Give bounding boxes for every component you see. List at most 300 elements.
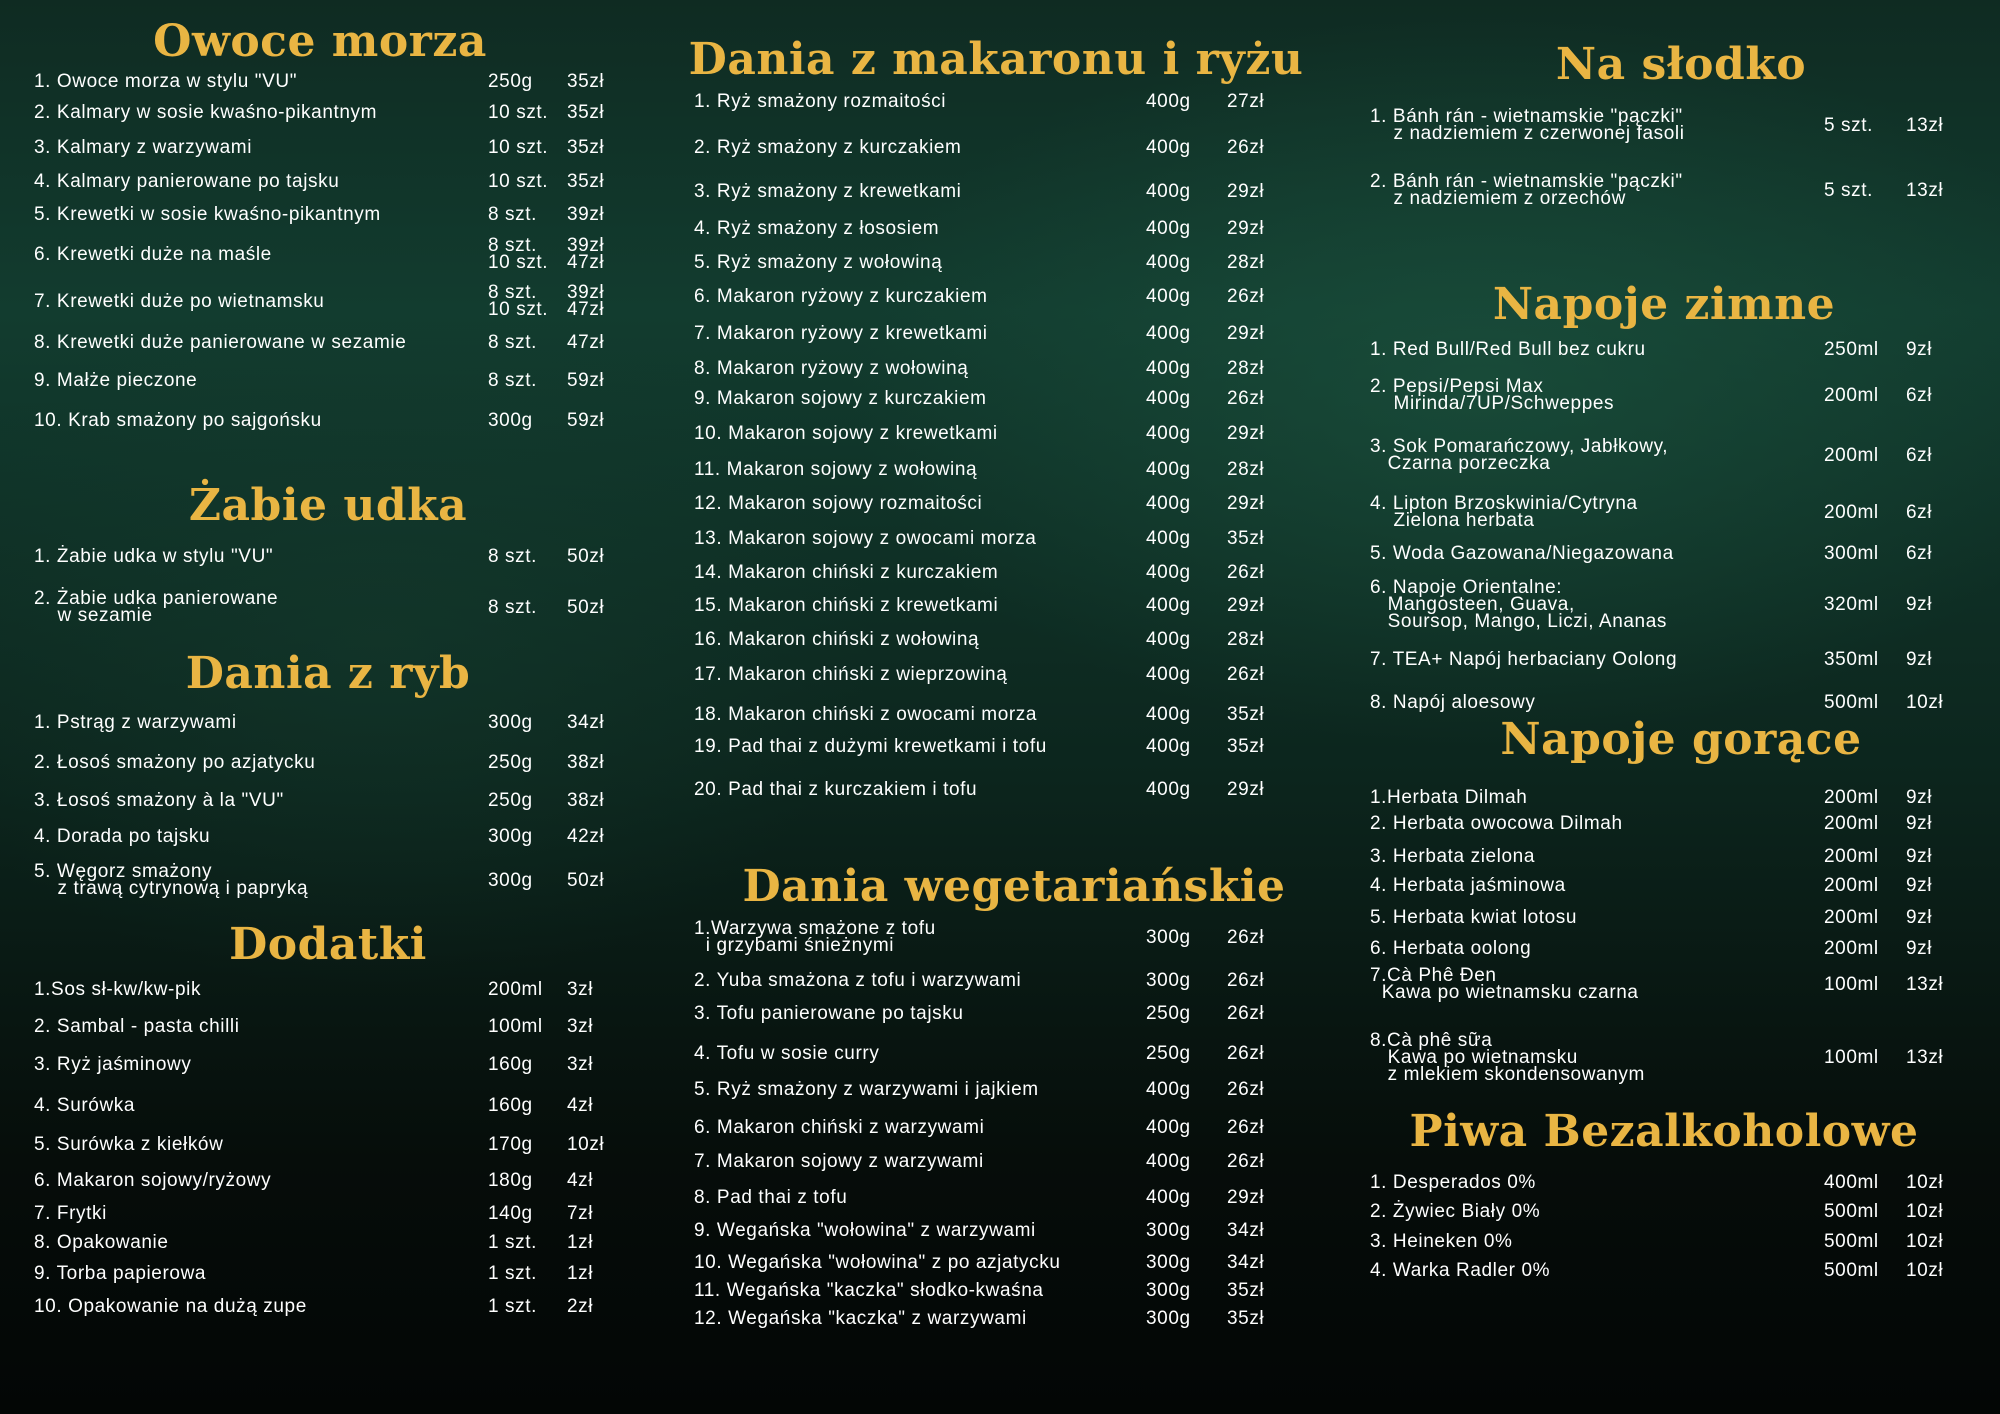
item-amount: 400g	[1146, 387, 1191, 409]
item-name: 5. Ryż smażony z wołowiną	[694, 251, 943, 273]
item-amount: 140g	[488, 1202, 533, 1224]
item-price: 35zł	[1227, 735, 1265, 757]
menu-item	[694, 628, 1297, 650]
menu-item	[694, 1042, 1297, 1064]
menu-item	[34, 203, 637, 225]
item-name: 7. Krewetki duże po wietnamsku	[34, 290, 325, 312]
item-price: 26zł	[1227, 561, 1265, 583]
item-name: 7. TEA+ Napój herbaciany Oolong	[1370, 648, 1678, 670]
item-amount: 250ml	[1824, 338, 1879, 360]
item-amount: 100ml	[488, 1015, 543, 1037]
item-amount: 1 szt.	[488, 1262, 538, 1284]
menu-item	[694, 703, 1297, 725]
menu-item	[34, 409, 637, 431]
menu-item	[1370, 1200, 1976, 1222]
item-price: 13zł	[1906, 1046, 1944, 1068]
item-amount: 400g	[1146, 1116, 1191, 1138]
item-amount: 400g	[1146, 251, 1191, 273]
item-price: 26zł	[1227, 969, 1265, 991]
item-name: 4. Ryż smażony z łososiem	[694, 217, 940, 239]
item-amount: 400g	[1146, 1186, 1191, 1208]
menu-item	[694, 217, 1297, 239]
item-amount: 170g	[488, 1133, 533, 1155]
item-amount: 200ml	[1824, 845, 1879, 867]
item-price: 29zł	[1227, 492, 1265, 514]
item-price: 1zł	[567, 1262, 594, 1284]
item-name: 17. Makaron chiński z wieprzowiną	[694, 663, 1008, 685]
item-name: 15. Makaron chiński z krewetkami	[694, 594, 999, 616]
menu-item	[694, 735, 1297, 757]
item-amount: 350ml	[1824, 648, 1879, 670]
item-amount: 400g	[1146, 492, 1191, 514]
menu-item	[694, 1078, 1297, 1100]
item-name: 2. Kalmary w sosie kwaśno-pikantnym	[34, 101, 378, 123]
item-price: 9zł	[1906, 338, 1933, 360]
menu-item	[34, 1169, 637, 1191]
item-name: 8. Napój aloesowy	[1370, 691, 1536, 713]
menu-item	[694, 180, 1297, 202]
item-price: 35zł	[567, 170, 605, 192]
item-price: 6zł	[1906, 501, 1933, 523]
section-title-dania-wegetarianskie: Dania wegetariańskie	[742, 861, 1286, 912]
item-amount: 1 szt.	[488, 1231, 538, 1253]
item-price: 3zł	[567, 1053, 594, 1075]
item-name: 12. Wegańska "kaczka" z warzywami	[694, 1307, 1027, 1329]
menu-item	[694, 285, 1297, 307]
item-name: 4. Dorada po tajsku	[34, 825, 211, 847]
menu-item	[1370, 1259, 1976, 1281]
item-amount: 8 szt. 10 szt.	[488, 282, 549, 320]
item-price: 26zł	[1227, 387, 1265, 409]
item-name: 3. Sok Pomarańczowy, Jabłkowy, Czarna porzeczka	[1370, 436, 1669, 474]
menu-item	[34, 1053, 637, 1075]
item-price: 7zł	[567, 1202, 594, 1224]
item-amount: 200ml	[1824, 906, 1879, 928]
menu-item	[1370, 173, 1976, 207]
item-amount: 200ml	[1824, 501, 1879, 523]
item-amount: 10 szt.	[488, 101, 549, 123]
item-name: 9. Makaron sojowy z kurczakiem	[694, 387, 987, 409]
item-price: 6zł	[1906, 542, 1933, 564]
item-name: 4. Kalmary panierowane po tajsku	[34, 170, 340, 192]
item-price: 35zł	[1227, 703, 1265, 725]
menu-item	[34, 170, 637, 192]
item-amount: 300g	[1146, 1279, 1191, 1301]
item-price: 6zł	[1906, 384, 1933, 406]
item-amount: 250g	[488, 70, 533, 92]
menu-item	[694, 90, 1297, 112]
menu-item	[694, 1002, 1297, 1024]
item-price: 9zł	[1906, 786, 1933, 808]
item-amount: 100ml	[1824, 973, 1879, 995]
menu-item	[694, 594, 1297, 616]
item-price: 10zł	[1906, 1230, 1944, 1252]
item-price: 13zł	[1906, 973, 1944, 995]
item-name: 2. Żabie udka panierowane w sezamie	[34, 588, 279, 626]
item-amount: 300ml	[1824, 542, 1879, 564]
item-name: 1. Desperados 0%	[1370, 1171, 1536, 1193]
item-name: 5. Ryż smażony z warzywami i jajkiem	[694, 1078, 1039, 1100]
item-name: 8. Krewetki duże panierowane w sezamie	[34, 331, 407, 353]
item-name: 1. Pstrąg z warzywami	[34, 711, 237, 733]
menu-item	[1370, 786, 1976, 808]
item-name: 10. Wegańska "wołowina" z po azjatycku	[694, 1251, 1061, 1273]
item-amount: 500ml	[1824, 691, 1879, 713]
item-price: 47zł	[567, 331, 605, 353]
menu-item	[694, 251, 1297, 273]
item-amount: 400g	[1146, 422, 1191, 444]
item-price: 26zł	[1227, 1116, 1265, 1138]
item-price: 39zł 47zł	[567, 235, 605, 273]
item-amount: 300g	[488, 869, 533, 891]
item-name: 1.Warzywa smażone z tofu i grzybami śnieżnymi	[694, 918, 936, 956]
item-price: 2zł	[567, 1295, 594, 1317]
item-name: 4. Tofu w sosie curry	[694, 1042, 880, 1064]
item-price: 6zł	[1906, 444, 1933, 466]
item-amount: 500ml	[1824, 1259, 1879, 1281]
item-amount: 300g	[488, 409, 533, 431]
item-amount: 300g	[1146, 926, 1191, 948]
menu-item	[34, 331, 637, 353]
item-amount: 400g	[1146, 628, 1191, 650]
item-price: 34zł	[1227, 1251, 1265, 1273]
section-title-dodatki: Dodatki	[229, 919, 427, 970]
item-amount: 400g	[1146, 285, 1191, 307]
item-name: 5. Węgorz smażony z trawą cytrynową i papryką	[34, 861, 309, 899]
item-price: 3zł	[567, 1015, 594, 1037]
item-name: 2. Yuba smażona z tofu i warzywami	[694, 969, 1022, 991]
item-price: 10zł	[1906, 1259, 1944, 1281]
item-price: 59zł	[567, 409, 605, 431]
section-title-na-slodko: Na słodko	[1555, 39, 1807, 90]
item-amount: 1 szt.	[488, 1295, 538, 1317]
item-amount: 300g	[1146, 1251, 1191, 1273]
item-amount: 100ml	[1824, 1046, 1879, 1068]
item-price: 59zł	[567, 369, 605, 391]
item-name: 4. Surówka	[34, 1094, 136, 1116]
item-amount: 200ml	[1824, 444, 1879, 466]
menu-item	[34, 590, 637, 624]
menu-item	[34, 978, 637, 1000]
item-name: 6. Krewetki duże na maśle	[34, 243, 272, 265]
item-price: 35zł	[567, 70, 605, 92]
item-amount: 250g	[488, 789, 533, 811]
menu-item	[1370, 542, 1976, 564]
menu-item	[694, 1307, 1297, 1329]
item-price: 26zł	[1227, 285, 1265, 307]
item-price: 35zł	[1227, 1279, 1265, 1301]
item-price: 28zł	[1227, 458, 1265, 480]
menu-item	[1370, 906, 1976, 928]
item-amount: 250g	[488, 751, 533, 773]
item-name: 5. Surówka z kiełków	[34, 1133, 224, 1155]
item-amount: 320ml	[1824, 593, 1879, 615]
item-name: 7. Frytki	[34, 1202, 107, 1224]
item-price: 26zł	[1227, 1078, 1265, 1100]
menu-item	[694, 1150, 1297, 1172]
menu-item	[694, 1251, 1297, 1273]
item-name: 2. Herbata owocowa Dilmah	[1370, 812, 1623, 834]
item-amount: 400g	[1146, 778, 1191, 800]
item-amount: 500ml	[1824, 1200, 1879, 1222]
menu-item	[34, 1295, 637, 1317]
item-amount: 200ml	[1824, 786, 1879, 808]
item-price: 29zł	[1227, 1186, 1265, 1208]
item-name: 19. Pad thai z dużymi krewetkami i tofu	[694, 735, 1047, 757]
item-price: 39zł	[567, 203, 605, 225]
menu-item	[34, 751, 637, 773]
item-price: 26zł	[1227, 1002, 1265, 1024]
item-amount: 400g	[1146, 1150, 1191, 1172]
item-name: 5. Krewetki w sosie kwaśno-pikantnym	[34, 203, 381, 225]
menu-item	[1370, 438, 1976, 472]
item-name: 3. Heineken 0%	[1370, 1230, 1513, 1252]
item-name: 3. Herbata zielona	[1370, 845, 1536, 867]
item-name: 9. Małże pieczone	[34, 369, 198, 391]
item-amount: 200ml	[1824, 874, 1879, 896]
item-amount: 250g	[1146, 1002, 1191, 1024]
item-price: 29zł	[1227, 180, 1265, 202]
item-name: 8.Cà phê sữa Kawa po wietnamsku z mlekiem skondensowanym	[1370, 1029, 1645, 1085]
item-name: 18. Makaron chiński z owocami morza	[694, 703, 1038, 725]
item-amount: 400g	[1146, 357, 1191, 379]
item-price: 9zł	[1906, 937, 1933, 959]
item-price: 26zł	[1227, 136, 1265, 158]
menu-item	[1370, 108, 1976, 142]
item-price: 9zł	[1906, 906, 1933, 928]
item-price: 9zł	[1906, 874, 1933, 896]
item-name: 3. Tofu panierowane po tajsku	[694, 1002, 964, 1024]
item-name: 3. Kalmary z warzywami	[34, 136, 253, 158]
menu-item	[34, 235, 637, 273]
item-price: 9zł	[1906, 648, 1933, 670]
menu-item	[34, 70, 637, 92]
item-price: 26zł	[1227, 926, 1265, 948]
item-name: 10. Makaron sojowy z krewetkami	[694, 422, 998, 444]
menu-item	[694, 492, 1297, 514]
item-name: 8. Pad thai z tofu	[694, 1186, 848, 1208]
item-price: 1zł	[567, 1231, 594, 1253]
menu-item	[1370, 495, 1976, 529]
item-price: 9zł	[1906, 593, 1933, 615]
item-amount: 400g	[1146, 527, 1191, 549]
menu-item	[34, 369, 637, 391]
menu-item	[694, 422, 1297, 444]
menu-item	[34, 1015, 637, 1037]
menu-item	[34, 1202, 637, 1224]
item-name: 7.Cà Phê Đen Kawa po wietnamsku czarna	[1370, 965, 1639, 1003]
item-price: 3zł	[567, 978, 594, 1000]
menu-item	[34, 1133, 637, 1155]
item-name: 3. Ryż smażony z krewetkami	[694, 180, 962, 202]
item-name: 1. Owoce morza w stylu "VU"	[34, 70, 298, 92]
item-name: 4. Herbata jaśminowa	[1370, 874, 1566, 896]
item-name: 8. Opakowanie	[34, 1231, 169, 1253]
item-price: 34zł	[567, 711, 605, 733]
item-amount: 8 szt.	[488, 203, 538, 225]
menu-item	[1370, 691, 1976, 713]
menu-item	[1370, 812, 1976, 834]
item-price: 9zł	[1906, 845, 1933, 867]
item-price: 28zł	[1227, 628, 1265, 650]
item-name: 7. Makaron sojowy z warzywami	[694, 1150, 984, 1172]
item-price: 35zł	[567, 136, 605, 158]
item-amount: 300g	[488, 711, 533, 733]
item-amount: 10 szt.	[488, 136, 549, 158]
item-name: 9. Wegańska "wołowina" z warzywami	[694, 1219, 1036, 1241]
section-title-piwa-bezalkoholowe: Piwa Bezalkoholowe	[1409, 1106, 1919, 1157]
item-price: 4zł	[567, 1094, 594, 1116]
section-title-napoje-zimne: Napoje zimne	[1492, 279, 1836, 330]
item-amount: 400g	[1146, 458, 1191, 480]
item-name: 6. Makaron chiński z warzywami	[694, 1116, 985, 1138]
menu-item	[694, 969, 1297, 991]
item-price: 4zł	[567, 1169, 594, 1191]
item-price: 39zł 47zł	[567, 282, 605, 320]
menu-item	[694, 136, 1297, 158]
item-amount: 500ml	[1824, 1230, 1879, 1252]
menu-item	[694, 663, 1297, 685]
item-price: 35zł	[567, 101, 605, 123]
item-name: 11. Makaron sojowy z wołowiną	[694, 458, 978, 480]
item-name: 8. Makaron ryżowy z wołowiną	[694, 357, 969, 379]
item-price: 13zł	[1906, 114, 1944, 136]
item-price: 35zł	[1227, 1307, 1265, 1329]
menu-item	[694, 357, 1297, 379]
item-amount: 200ml	[1824, 812, 1879, 834]
item-amount: 300g	[1146, 1307, 1191, 1329]
item-name: 16. Makaron chiński z wołowiną	[694, 628, 980, 650]
item-amount: 5 szt.	[1824, 179, 1874, 201]
menu-item	[34, 545, 637, 567]
item-price: 13zł	[1906, 179, 1944, 201]
menu-item	[694, 920, 1297, 954]
menu-item	[34, 1231, 637, 1253]
item-amount: 400g	[1146, 217, 1191, 239]
item-name: 3. Ryż jaśminowy	[34, 1053, 192, 1075]
item-name: 2. Łosoś smażony po azjatycku	[34, 751, 316, 773]
item-name: 12. Makaron sojowy rozmaitości	[694, 492, 983, 514]
item-name: 2. Sambal - pasta chilli	[34, 1015, 240, 1037]
item-price: 42zł	[567, 825, 605, 847]
item-amount: 10 szt.	[488, 170, 549, 192]
item-name: 4. Lipton Brzoskwinia/Cytryna Zielona herbata	[1370, 493, 1638, 531]
item-name: 5. Woda Gazowana/Niegazowana	[1370, 542, 1674, 564]
item-amount: 180g	[488, 1169, 533, 1191]
menu-item	[694, 1116, 1297, 1138]
item-amount: 400g	[1146, 663, 1191, 685]
item-price: 26zł	[1227, 1150, 1265, 1172]
menu-item	[694, 322, 1297, 344]
item-name: 1. Red Bull/Red Bull bez cukru	[1370, 338, 1646, 360]
item-name: 9. Torba papierowa	[34, 1262, 207, 1284]
item-price: 29zł	[1227, 594, 1265, 616]
menu-item	[34, 1094, 637, 1116]
item-amount: 160g	[488, 1053, 533, 1075]
item-name: 4. Warka Radler 0%	[1370, 1259, 1551, 1281]
item-amount: 300g	[1146, 969, 1191, 991]
item-amount: 400g	[1146, 136, 1191, 158]
item-price: 29zł	[1227, 778, 1265, 800]
item-name: 1.Herbata Dilmah	[1370, 786, 1528, 808]
menu-item	[1370, 1029, 1976, 1085]
item-amount: 400g	[1146, 735, 1191, 757]
item-price: 34zł	[1227, 1219, 1265, 1241]
section-title-zabie-udka: Żabie udka	[188, 480, 468, 531]
item-amount: 400ml	[1824, 1171, 1879, 1193]
section-title-dania-z-makaronu-i-ryzu: Dania z makaronu i ryżu	[688, 34, 1304, 85]
item-amount: 8 szt.	[488, 596, 538, 618]
menu-item	[34, 282, 637, 320]
item-name: 10. Krab smażony po sajgońsku	[34, 409, 322, 431]
item-amount: 400g	[1146, 561, 1191, 583]
item-price: 50zł	[567, 596, 605, 618]
section-title-owoce-morza: Owoce morza	[153, 16, 487, 67]
item-name: 6. Herbata oolong	[1370, 937, 1532, 959]
item-name: 2. Bánh rán - wietnamskie "pączki" z nadziemiem z orzechów	[1370, 171, 1683, 209]
menu-item	[34, 1262, 637, 1284]
menu-item	[694, 527, 1297, 549]
menu-item	[694, 1186, 1297, 1208]
menu-item	[1370, 845, 1976, 867]
item-name: 13. Makaron sojowy z owocami morza	[694, 527, 1037, 549]
item-price: 27zł	[1227, 90, 1265, 112]
item-name: 14. Makaron chiński z kurczakiem	[694, 561, 999, 583]
item-name: 10. Opakowanie na dużą zupe	[34, 1295, 307, 1317]
item-price: 9zł	[1906, 812, 1933, 834]
item-price: 10zł	[567, 1133, 605, 1155]
menu-item	[1370, 937, 1976, 959]
item-amount: 400g	[1146, 594, 1191, 616]
menu-item	[694, 1279, 1297, 1301]
item-name: 2. Pepsi/Pepsi Max Mirinda/7UP/Schweppes	[1370, 376, 1615, 414]
item-price: 38zł	[567, 789, 605, 811]
item-price: 38zł	[567, 751, 605, 773]
menu-item	[34, 136, 637, 158]
menu-item	[34, 863, 637, 897]
item-name: 6. Makaron ryżowy z kurczakiem	[694, 285, 988, 307]
item-price: 28zł	[1227, 251, 1265, 273]
menu-item	[694, 387, 1297, 409]
item-amount: 8 szt. 10 szt.	[488, 235, 549, 273]
item-name: 1. Ryż smażony rozmaitości	[694, 90, 947, 112]
item-price: 29zł	[1227, 217, 1265, 239]
item-name: 11. Wegańska "kaczka" słodko-kwaśna	[694, 1279, 1044, 1301]
item-amount: 8 szt.	[488, 369, 538, 391]
item-price: 10zł	[1906, 1171, 1944, 1193]
menu-item	[1370, 338, 1976, 360]
item-price: 29zł	[1227, 322, 1265, 344]
item-amount: 300g	[1146, 1219, 1191, 1241]
item-amount: 8 szt.	[488, 545, 538, 567]
item-name: 1.Sos sł-kw/kw-pik	[34, 978, 202, 1000]
item-amount: 200ml	[1824, 384, 1879, 406]
menu-item	[1370, 874, 1976, 896]
item-amount: 200ml	[488, 978, 543, 1000]
item-amount: 400g	[1146, 90, 1191, 112]
item-price: 26zł	[1227, 1042, 1265, 1064]
item-price: 50zł	[567, 545, 605, 567]
item-amount: 250g	[1146, 1042, 1191, 1064]
item-name: 2. Żywiec Biały 0%	[1370, 1200, 1541, 1222]
section-title-napoje-gorace: Napoje gorące	[1500, 714, 1862, 765]
item-price: 10zł	[1906, 1200, 1944, 1222]
menu-item	[34, 825, 637, 847]
item-name: 5. Herbata kwiat lotosu	[1370, 906, 1578, 928]
menu-item	[1370, 1171, 1976, 1193]
menu-item	[694, 561, 1297, 583]
menu-item	[694, 1219, 1297, 1241]
